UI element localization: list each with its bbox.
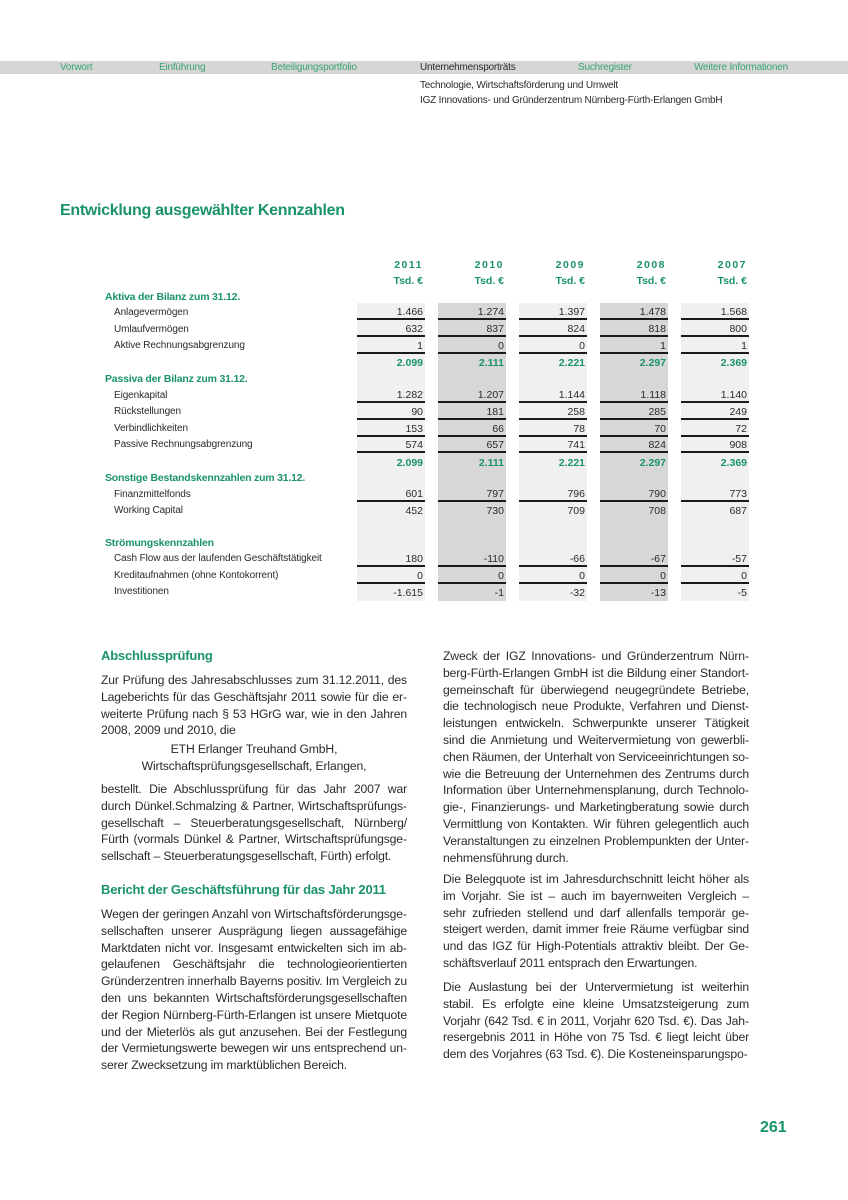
table-cell: -1.615	[393, 587, 423, 599]
table-cell: -13	[650, 587, 666, 599]
total-cell: 2.099	[396, 357, 423, 369]
table-cell: 837	[438, 321, 506, 337]
paragraph-auditor-firm: ETH Erlanger Treuhand GmbH, Wirtschaftsprüfungsgesellschaft, Erlangen,	[141, 742, 367, 773]
row-label: Verbindlichkeiten	[114, 423, 188, 434]
row-label: Kreditaufnahmen (ohne Kontokorrent)	[114, 570, 279, 581]
table-cell: 773	[681, 486, 749, 502]
table-cell: 818	[600, 321, 668, 337]
table-cell: 1	[357, 338, 425, 354]
table-cell: 708	[648, 505, 666, 517]
table-cell: 1	[681, 338, 749, 354]
total-cell: 2.369	[720, 357, 747, 369]
row-label: Working Capital	[114, 505, 183, 516]
year-header-2008: 2008	[636, 259, 666, 271]
table-cell: 0	[519, 568, 587, 584]
table-cell: 78	[519, 421, 587, 437]
total-cell: 2.369	[720, 457, 747, 469]
table-cell: 709	[567, 505, 585, 517]
table-cell: 0	[357, 568, 425, 584]
row-label: Eigenkapital	[114, 390, 168, 401]
page-number: 261	[760, 1119, 787, 1136]
table-cell: -67	[600, 551, 668, 567]
table-cell: 180	[357, 551, 425, 567]
unit-header: Tsd. €	[636, 275, 666, 287]
nav-item-weitere-informationen[interactable]: Weitere Informationen	[694, 62, 788, 73]
table-cell: 181	[438, 404, 506, 420]
nav-item-suchregister[interactable]: Suchregister	[578, 62, 632, 73]
nav-item-vorwort[interactable]: Vorwort	[60, 62, 93, 73]
year-header-2010: 2010	[474, 259, 504, 271]
paragraph-abschluss-intro: Zur Prüfung des Jahresabschlusses zum 31.12.2011, des Lageberichts für das Geschäftsjahr 2011 sowie für die erweiterte Prüfung nach § 53 HGrG war, wie in den Jahren 2008, 2009 und 2010, die	[101, 673, 407, 738]
table-cell: 0	[600, 568, 668, 584]
group-label-sonstige: Sonstige Bestandskennzahlen zum 31.12.	[105, 472, 306, 484]
total-cell: 2.221	[558, 457, 585, 469]
total-cell: 2.221	[558, 357, 585, 369]
table-cell: 908	[681, 437, 749, 453]
section-title: Entwicklung ausgewählter Kennzahlen	[60, 202, 345, 219]
table-cell: -110	[438, 551, 506, 567]
heading-bericht: Bericht der Geschäftsführung für das Jahr 2011	[101, 882, 386, 897]
unit-header: Tsd. €	[717, 275, 747, 287]
table-cell: 1.140	[681, 387, 749, 403]
table-cell: 601	[357, 486, 425, 502]
breadcrumb-company[interactable]: IGZ Innovations- und Gründerzentrum Nürnberg-Fürth-Erlangen GmbH	[420, 95, 723, 106]
table-cell: 687	[729, 505, 747, 517]
table-cell: 0	[519, 338, 587, 354]
row-label: Aktive Rechnungsabgrenzung	[114, 340, 245, 351]
paragraph-bericht: Wegen der geringen Anzahl von Wirtschaftsförderungsgesellschaften unserer Ausprägung liegen aussagefähige Marktdaten nicht vor. Insgesamt entwickelten sich im abgelaufenen Geschäftsjahr die technologieorientierten Gründerzentren innerhalb Bayerns positiv. Im Vergleich zu den uns bekannten Wirtschaftsförderungsgesellschaften der Region Nürnberg-Fürth-Erlangen ist unsere Mietquote und der Mieterlös als gut anzusehen. Bei der Festlegung der Vermietungswerte bewegen wir uns entsprechend unserer Zwecksetzung im marktüblichen Bereich.	[101, 907, 407, 1073]
paragraph-auslastung: Die Auslastung bei der Untervermietung ist weiterhin stabil. Es erfolgte eine kleine Umsatzsteigerung zum Vorjahr (642 Tsd. € in 2011, Vorjahr 620 Tsd. €). Das Jahresergebnis 2011 in Höhe von 75 Tsd. € liegt leicht über dem des Vorjahres (63 Tsd. €). Die Kosteneinsparungspo-	[443, 980, 749, 1062]
table-cell: 1.118	[600, 387, 668, 403]
table-cell: -1	[494, 587, 504, 599]
nav-item-einfuehrung[interactable]: Einführung	[159, 62, 206, 73]
unit-header: Tsd. €	[393, 275, 423, 287]
breadcrumb-category[interactable]: Technologie, Wirtschaftsförderung und Umwelt	[420, 80, 618, 91]
table-cell: 741	[519, 437, 587, 453]
nav-item-beteiligungsportfolio[interactable]: Beteiligungsportfolio	[271, 62, 357, 73]
paragraph-abschluss-2007: bestellt. Die Abschlussprüfung für das Jahr 2007 war durch Dünkel.Schmalzing & Partner, Wirtschaftsprüfungsgesellschaft – Steuerberatungsgesellschaft, Nürnberg/ Fürth (vormals Dünkel & Partner, Wirtschaftsprüfungsgesellschaft – Steuerberatungsgesellschaft, Fürth) erfolgt.	[101, 782, 407, 864]
year-header-2011: 2011	[394, 259, 423, 271]
row-label: Anlagevermögen	[114, 307, 189, 318]
total-cell: 2.099	[396, 457, 423, 469]
table-cell: -57	[681, 551, 749, 567]
table-cell: 574	[357, 437, 425, 453]
table-cell: 796	[519, 486, 587, 502]
nav-item-unternehmensportraets[interactable]: Unternehmensporträts	[420, 62, 516, 73]
top-navigation-bar	[0, 61, 848, 74]
table-cell: 452	[405, 505, 423, 517]
table-cell: 657	[438, 437, 506, 453]
row-label: Finanzmittelfonds	[114, 489, 191, 500]
total-cell: 2.297	[639, 357, 666, 369]
table-cell: 258	[519, 404, 587, 420]
table-cell: 1.478	[600, 304, 668, 320]
table-cell: 824	[519, 321, 587, 337]
group-label-aktiva: Aktiva der Bilanz zum 31.12.	[105, 291, 241, 303]
heading-abschlusspruefung: Abschlussprüfung	[101, 648, 213, 663]
unit-header: Tsd. €	[474, 275, 504, 287]
table-cell: 1.397	[519, 304, 587, 320]
table-cell: 790	[600, 486, 668, 502]
row-label: Umlaufvermögen	[114, 324, 189, 335]
table-cell: 730	[486, 505, 504, 517]
table-cell: -5	[737, 587, 747, 599]
table-cell: 66	[438, 421, 506, 437]
total-cell: 2.297	[639, 457, 666, 469]
table-cell: 797	[438, 486, 506, 502]
table-cell: 0	[438, 338, 506, 354]
table-cell: 249	[681, 404, 749, 420]
table-cell: 1.568	[681, 304, 749, 320]
year-header-2009: 2009	[555, 259, 585, 271]
table-cell: -32	[569, 587, 585, 599]
unit-header: Tsd. €	[555, 275, 585, 287]
table-cell: 0	[681, 568, 749, 584]
table-cell: 90	[357, 404, 425, 420]
table-cell: 1.282	[357, 387, 425, 403]
year-header-2007: 2007	[717, 259, 747, 271]
table-cell: 1	[600, 338, 668, 354]
table-cell: 632	[357, 321, 425, 337]
paragraph-zweck: Zweck der IGZ Innovations- und Gründerzentrum Nürnberg-Fürth-Erlangen GmbH ist die Bildung einer Standortgemeinschaft für überwiegend neugegründete Betriebe, die technologisch neue Produkte, Verfahren und Dienstleistungen entwickeln. Schwerpunkte unserer Tätigkeit sind die Anmietung und Weitervermietung von gewerblichen Räumen, der Unterhalt von Serviceeinrichtungen sowie die Betreuung der Unternehmen des Zentrums durch Information über Unternehmensplanung, durch Technologie-, Finanzierungs- und Marketingberatung sowie durch Vermittlung von Kontakten. Wir führen gelegentlich auch Veranstaltungen zu einzelnen Problempunkten der Unternehmensführung durch.	[443, 649, 749, 865]
table-cell: 1.466	[357, 304, 425, 320]
paragraph-belegquote: Die Belegquote ist im Jahresdurchschnitt leicht höher als im Vorjahr. Sie ist – auch im bayernweiten Vergleich – sehr zufrieden stellend und darf allenfalls temporär gesteigert werden, damit immer freie Räume verfügbar sind und das IGZ für High-Potentials attraktiv bleibt. Der Geschäftsverlauf 2011 entsprach den Erwartungen.	[443, 872, 749, 970]
group-label-passiva: Passiva der Bilanz zum 31.12.	[105, 373, 248, 385]
table-cell: 0	[438, 568, 506, 584]
row-label: Cash Flow aus der laufenden Geschäftstätigkeit	[114, 553, 322, 564]
table-cell: -66	[519, 551, 587, 567]
total-cell: 2.111	[478, 357, 504, 369]
table-cell: 285	[600, 404, 668, 420]
table-cell: 1.207	[438, 387, 506, 403]
row-label: Passive Rechnungsabgrenzung	[114, 439, 253, 450]
table-cell: 72	[681, 421, 749, 437]
table-cell: 70	[600, 421, 668, 437]
row-label: Investitionen	[114, 586, 169, 597]
table-cell: 824	[600, 437, 668, 453]
row-label: Rückstellungen	[114, 406, 181, 417]
total-cell: 2.111	[478, 457, 504, 469]
table-cell: 153	[357, 421, 425, 437]
group-label-stroemung: Strömungskennzahlen	[105, 537, 214, 549]
table-cell: 800	[681, 321, 749, 337]
table-cell: 1.274	[438, 304, 506, 320]
table-cell: 1.144	[519, 387, 587, 403]
